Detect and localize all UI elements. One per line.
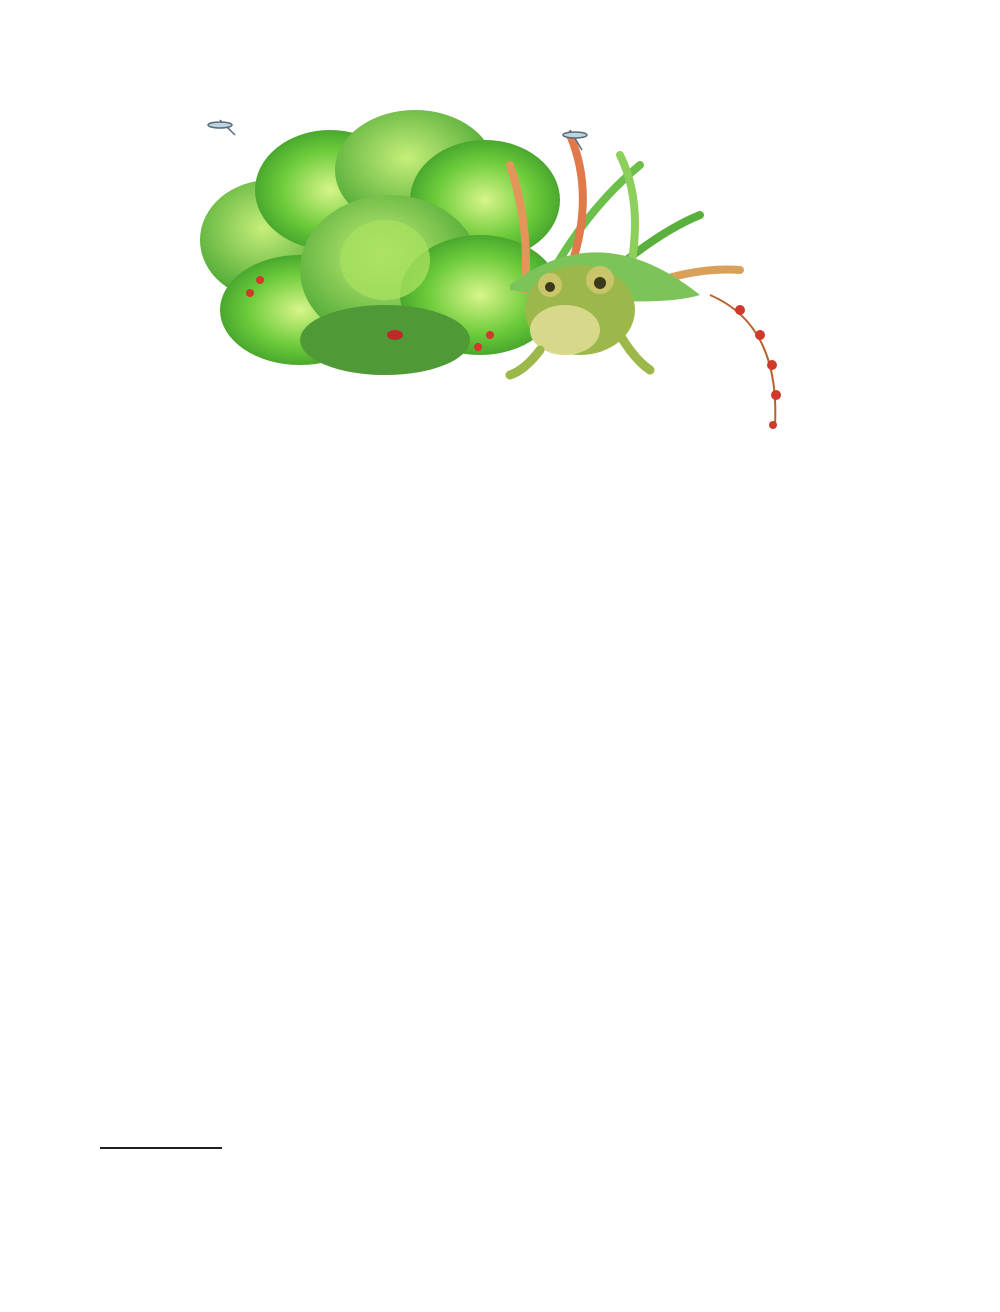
lettuce-leaves: [200, 110, 560, 375]
frog-icon: [510, 252, 700, 375]
footnote-divider: [100, 1147, 222, 1149]
garden-frog-illustration: [180, 95, 820, 440]
footnote: [100, 1152, 108, 1170]
beetle-icon: [387, 330, 403, 340]
